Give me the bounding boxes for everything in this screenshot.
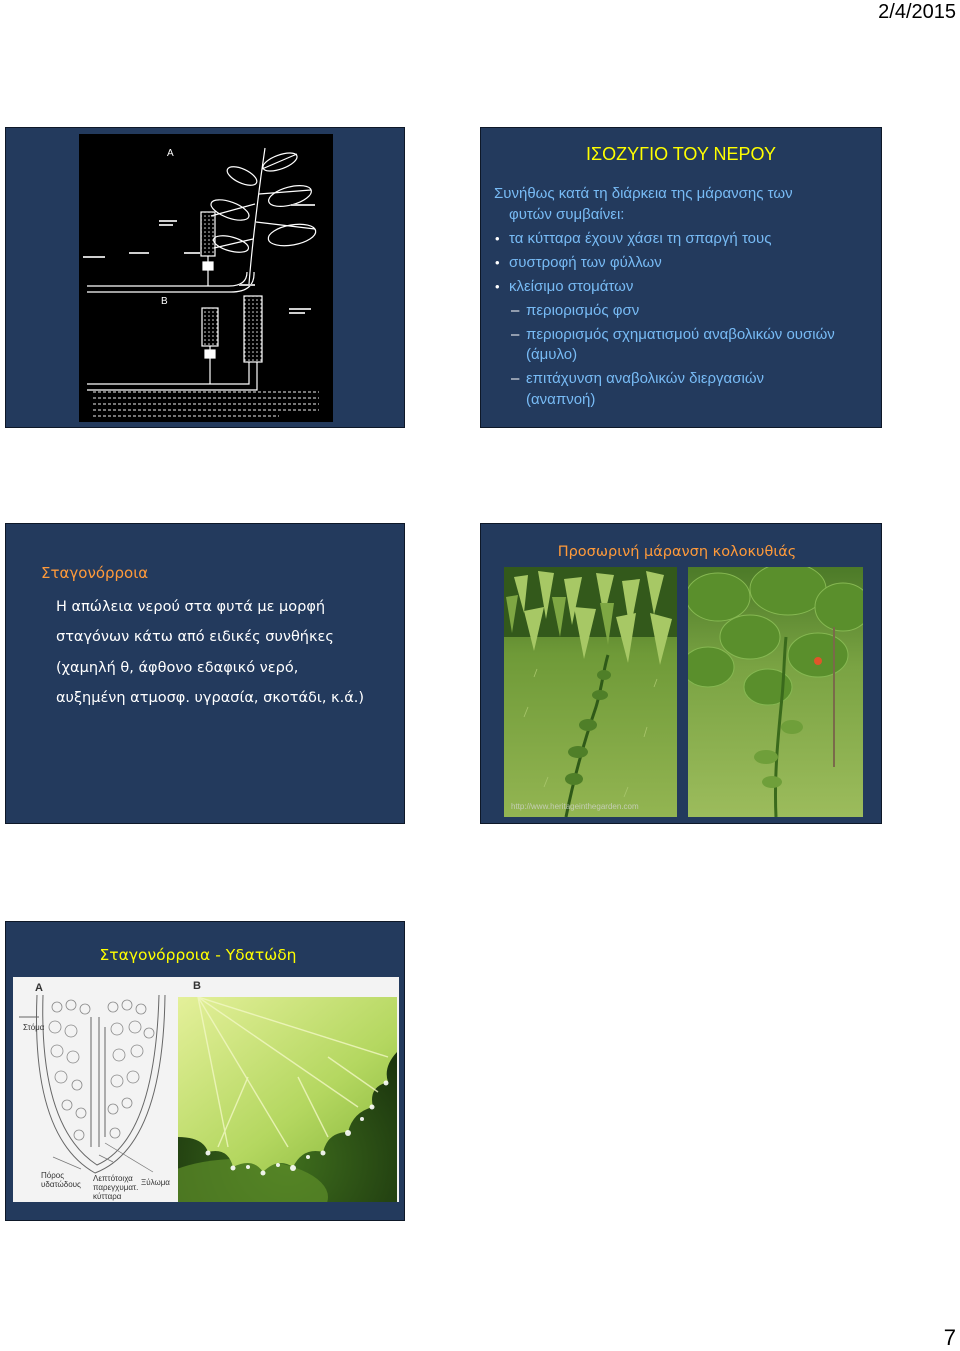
slide-title: Σταγονόρροια [41, 564, 149, 582]
sub-bullet-item-continuation: (αναπνοή) [526, 391, 596, 408]
figure-label-a: A [35, 982, 43, 994]
dash-icon: – [511, 326, 520, 343]
body-line: Η απώλεια νερού στα φυτά με μορφή [56, 599, 326, 615]
leaf-guttation-photo [178, 997, 397, 1202]
slide-title: ΙΣΟΖΥΓΙΟ ΤΟΥ ΝΕΡΟΥ [586, 144, 776, 164]
intro-line: Συνήθως κατά τη διάρκεια της μάρανσης των [494, 185, 793, 202]
dash-icon: – [511, 370, 520, 387]
label-stoma: Στόμα [23, 1023, 45, 1032]
body-line: αυξημένη ατμοσφ. υγρασία, σκοτάδι, κ.ά.) [56, 690, 365, 706]
page-number: 7 [943, 1325, 956, 1350]
body-line: (χαμηλή θ, άφθονο εδαφικό νερό, [56, 660, 299, 676]
intro-line: φυτών συμβαίνει: [509, 206, 625, 223]
bullet-icon: • [495, 255, 500, 270]
hydathode-figure [13, 977, 399, 1202]
dash-icon: – [511, 302, 520, 319]
page-date: 2/4/2015 [878, 1, 956, 23]
slide-title: Προσωρινή μάρανση κολοκυθιάς [557, 544, 797, 560]
recovered-squash-photo [688, 567, 863, 817]
slide-apparatus [5, 127, 405, 428]
figure-label-b: B [193, 980, 201, 992]
sub-bullet-item: επιτάχυνση αναβολικών διεργασιών [526, 370, 765, 387]
slide-temporary-wilting [480, 523, 882, 824]
sub-bullet-item-continuation: (άμυλο) [526, 346, 578, 363]
label-xylem: Ξύλωμα [141, 1178, 170, 1187]
hydathode-diagram [13, 977, 178, 1202]
figure-label-a: A [167, 148, 174, 159]
sub-bullet-item: περιορισμός φσν [526, 302, 640, 319]
photo-credit: http://www.heritageinthegarden.com [511, 802, 639, 811]
label-pore: Πόρος υδατώδους [41, 1171, 81, 1189]
figure-label-b: B [161, 296, 168, 307]
slide-hydathodes [5, 921, 405, 1221]
bullet-icon: • [495, 279, 500, 294]
wilted-squash-photo [504, 567, 677, 817]
sub-bullet-item: περιορισμός σχηματισμού αναβολικών ουσιών [526, 326, 835, 343]
bullet-item: κλείσιμο στομάτων [509, 278, 634, 295]
body-line: σταγόνων κάτω από ειδικές συνθήκες [56, 629, 334, 645]
slide-guttation [5, 523, 405, 824]
bullet-item: τα κύτταρα έχουν χάσει τη σπαργή τους [509, 230, 772, 247]
bullet-icon: • [495, 231, 500, 246]
bullet-item: συστροφή των φύλλων [509, 254, 662, 271]
slide-water-balance [480, 127, 882, 428]
label-parenchyma: Λεπτότοιχα παρεγχυματ. κύτταρα [93, 1174, 139, 1201]
slide-title: Σταγονόρροια - Υδατώδη [99, 946, 297, 964]
apparatus-figure [79, 134, 333, 422]
